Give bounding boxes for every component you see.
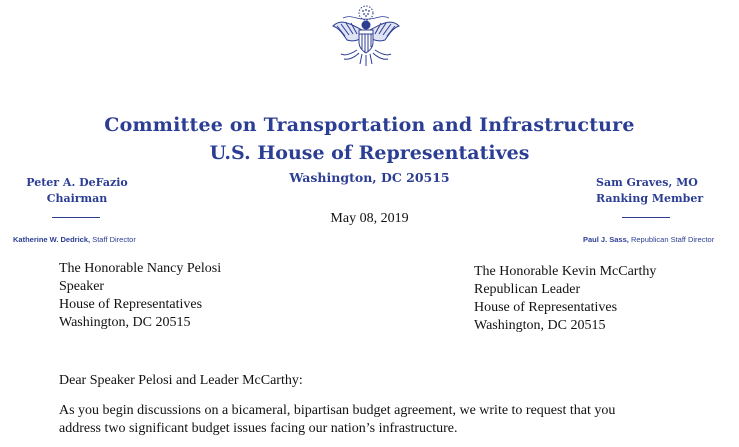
ranking-member-name: Sam Graves, MO (596, 176, 698, 189)
address-line: The Honorable Nancy Pelosi (59, 261, 222, 276)
address-line: Washington, DC 20515 (59, 315, 191, 330)
address-line: House of Representatives (474, 300, 618, 315)
ranking-member-staff-title: Republican Staff Director (630, 235, 715, 244)
chairman-role: Chairman (46, 192, 108, 205)
chairman-staff (13, 235, 136, 244)
letterhead-city: Washington, DC 20515 (289, 170, 450, 185)
ranking-member-staff-name: Paul J. Sass, (583, 235, 629, 244)
address-line: Republican Leader (474, 282, 581, 297)
salutation: Dear Speaker Pelosi and Leader McCarthy: (59, 373, 303, 388)
body-line: As you begin discussions on a bicameral, bipartisan budget agreement, we write to request that you (59, 403, 616, 418)
recipient-address-left (59, 260, 221, 332)
address-line: House of Representatives (59, 297, 203, 312)
chairman-staff-name: Katherine W. Dedrick, (13, 235, 91, 244)
ranking-member-role: Ranking Member (596, 192, 704, 205)
great-seal-eagle-icon (329, 4, 403, 70)
body-line: address two significant budget issues facing our nation’s infrastructure. (59, 421, 458, 436)
letter-date: May 08, 2019 (330, 211, 409, 226)
house-title: U.S. House of Representatives (209, 142, 530, 164)
chairman-name: Peter A. DeFazio (26, 176, 128, 189)
committee-title: Committee on Transportation and Infrastructure (104, 114, 635, 136)
address-line: Washington, DC 20515 (474, 318, 606, 333)
recipient-address-right (474, 263, 656, 335)
address-line: Speaker (59, 279, 105, 294)
ranking-member-staff (583, 235, 714, 244)
address-line: The Honorable Kevin McCarthy (474, 264, 657, 279)
chairman-staff-title: Staff Director (92, 235, 136, 244)
